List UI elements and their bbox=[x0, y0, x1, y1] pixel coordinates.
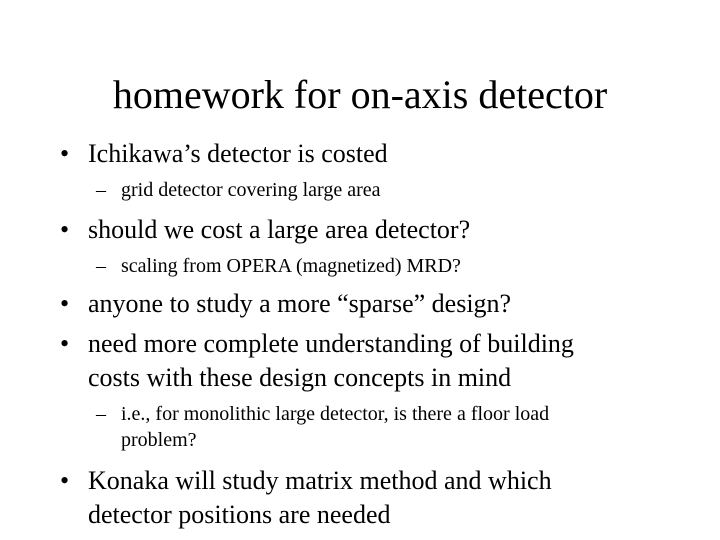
sub-bullet-continuation bbox=[121, 428, 197, 453]
dash-marker: – bbox=[96, 179, 106, 201]
bullet-item bbox=[60, 287, 512, 321]
bullet-marker: • bbox=[60, 215, 70, 244]
sub-bullet-text-line: problem? bbox=[121, 429, 197, 451]
bullet-text: Ichikawa’s detector is costed bbox=[88, 139, 388, 168]
bullet-item bbox=[60, 137, 388, 171]
bullet-text-line: detector positions are needed bbox=[88, 500, 391, 529]
bullet-continuation bbox=[88, 361, 511, 395]
dash-marker: – bbox=[96, 403, 106, 425]
bullet-item bbox=[60, 464, 552, 498]
bullet-marker: • bbox=[60, 466, 70, 495]
sub-bullet-text: grid detector covering large area bbox=[121, 179, 381, 201]
sub-bullet-item bbox=[96, 254, 461, 279]
bullet-text-line: need more complete understanding of building bbox=[88, 329, 574, 358]
bullet-marker: • bbox=[60, 139, 70, 168]
dash-marker: – bbox=[96, 255, 106, 277]
sub-bullet-text: scaling from OPERA (magnetized) MRD? bbox=[121, 255, 461, 277]
bullet-continuation bbox=[88, 498, 391, 532]
bullet-text: should we cost a large area detector? bbox=[88, 215, 471, 244]
sub-bullet-item bbox=[96, 178, 381, 203]
bullet-text-line: Konaka will study matrix method and which bbox=[88, 466, 552, 495]
bullet-marker: • bbox=[60, 289, 70, 318]
bullet-text-line: costs with these design concepts in mind bbox=[88, 363, 512, 392]
bullet-marker: • bbox=[60, 329, 70, 358]
bullet-text: anyone to study a more “sparse” design? bbox=[88, 289, 512, 318]
sub-bullet-text-line: i.e., for monolithic large detector, is there a floor load bbox=[121, 403, 550, 425]
bullet-item bbox=[60, 327, 574, 361]
sub-bullet-item bbox=[96, 402, 550, 427]
slide-title: homework for on-axis detector bbox=[112, 72, 608, 117]
bullet-item bbox=[60, 213, 471, 247]
